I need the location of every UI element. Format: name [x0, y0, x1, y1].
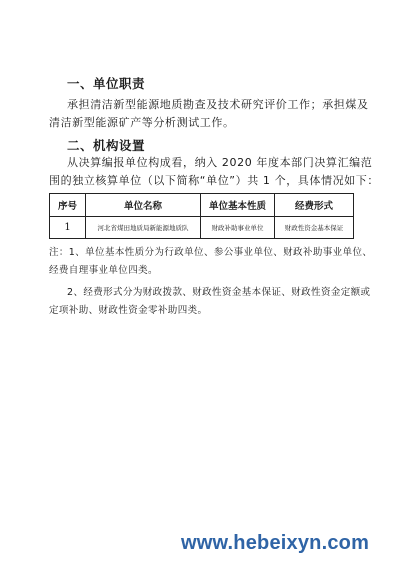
note-2-line1: 2、经费形式分为财政拨款、财政性资金基本保证、财政性资金定额或	[67, 287, 371, 298]
table-header-row	[50, 194, 354, 217]
note-1-line1: 注：1、单位基本性质分为行政单位、参公事业单位、财政补助事业单位、	[49, 247, 373, 258]
header-unit-name: 单位名称	[86, 194, 201, 217]
cell-index: 1	[50, 217, 86, 239]
structure-text-line1: 从决算编报单位构成看，纳入 2020 年度本部门决算汇编范	[67, 156, 373, 169]
duties-text-line2: 清洁新型能源矿产等分析测试工作。	[49, 116, 235, 129]
cell-funding-form: 财政性资金基本保证	[275, 217, 354, 239]
site-watermark: www.hebeixyn.com	[181, 532, 370, 554]
note-1-line2: 经费自理事业单位四类。	[49, 265, 158, 276]
header-unit-nature: 单位基本性质	[201, 194, 275, 217]
cell-unit-name: 河北省煤田地质局新能源地质队	[86, 217, 201, 239]
header-index: 序号	[50, 194, 86, 217]
note-2-line2: 定项补助、财政性资金零补助四类。	[49, 305, 208, 316]
table-row	[50, 217, 354, 239]
unit-table	[49, 193, 354, 239]
duties-text-line1: 承担清洁新型能源地质勘查及技术研究评价工作；承担煤及	[67, 98, 369, 111]
section-heading-structure: 二、机构设置	[67, 138, 146, 153]
structure-text-line2: 围的独立核算单位（以下简称“单位”）共 1 个，具体情况如下：	[49, 174, 379, 187]
header-funding-form: 经费形式	[275, 194, 354, 217]
cell-unit-nature: 财政补助事业单位	[201, 217, 275, 239]
section-heading-duties: 一、单位职责	[67, 76, 146, 91]
